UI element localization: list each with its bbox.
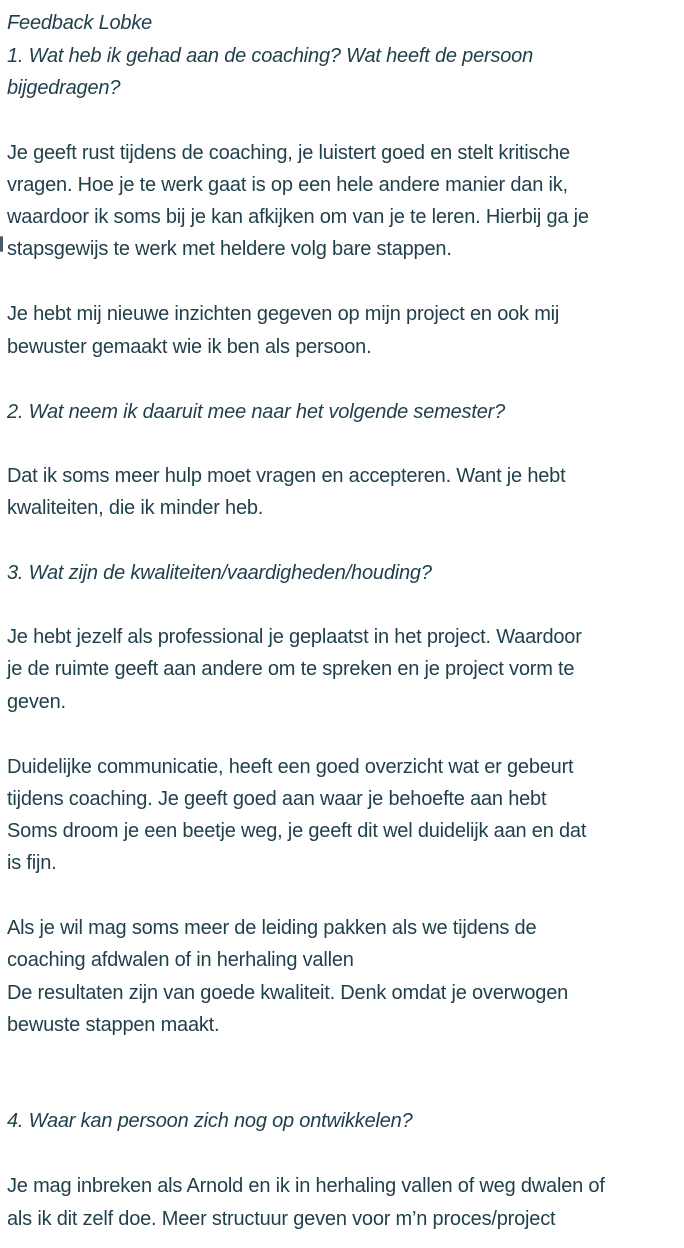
answer-3-p3-line-3: De resultaten zijn van goede kwaliteit. Denk omdat je overwogen [7, 982, 569, 1004]
answer-3-p1-line-1: Je hebt jezelf als professional je geplaatst in het project. Waardoor [7, 626, 582, 648]
answer-3-p2-line-4: is fijn. [7, 852, 57, 874]
answer-4-line-2: als ik dit zelf doe. Meer structuur geven voor m’n proces/project [7, 1208, 556, 1230]
answer-1-p2-line-2: bewuster gemaakt wie ik ben als persoon. [7, 336, 372, 358]
answer-3-p1-line-3: geven. [7, 691, 66, 713]
answer-4-line-1: Je mag inbreken als Arnold en ik in herhaling vallen of weg dwalen of [7, 1175, 605, 1197]
question-1-line-2: bijgedragen? [7, 77, 121, 99]
answer-1-p1-line-2: vragen. Hoe je te werk gaat is op een hele andere manier dan ik, [7, 174, 568, 196]
answer-3-p2-line-2: tijdens coaching. Je geeft goed aan waar je behoefte aan hebt [7, 788, 547, 810]
question-2: 2. Wat neem ik daaruit mee naar het volgende semester? [7, 401, 505, 423]
answer-1-p1-line-1: Je geeft rust tijdens de coaching, je luistert goed en stelt kritische [7, 142, 570, 164]
answer-1-p1-line-3: waardoor ik soms bij je kan afkijken om van je te leren. Hierbij ga je [7, 206, 589, 228]
answer-3-p3-line-2: coaching afdwalen of in herhaling vallen [7, 949, 354, 971]
question-3: 3. Wat zijn de kwaliteiten/vaardigheden/houding? [7, 562, 432, 584]
answer-3-p2-line-1: Duidelijke communicatie, heeft een goed overzicht wat er gebeurt [7, 756, 574, 778]
document-title: Feedback Lobke [7, 12, 153, 34]
answer-2-line-1: Dat ik soms meer hulp moet vragen en accepteren. Want je hebt [7, 465, 566, 487]
answer-3-p1-line-2: je de ruimte geeft aan andere om te spreken en je project vorm te [7, 658, 575, 680]
answer-3-p3-line-4: bewuste stappen maakt. [7, 1014, 220, 1036]
answer-2-line-2: kwaliteiten, die ik minder heb. [7, 497, 264, 519]
question-4: 4. Waar kan persoon zich nog op ontwikkelen? [7, 1110, 413, 1132]
question-1-line-1: 1. Wat heb ik gehad aan de coaching? Wat heeft de persoon [7, 45, 534, 67]
answer-1-p2-line-1: Je hebt mij nieuwe inzichten gegeven op mijn project en ook mij [7, 303, 560, 325]
edge-cursor-mark [0, 236, 3, 252]
answer-3-p2-line-3: Soms droom je een beetje weg, je geeft dit wel duidelijk aan en dat [7, 820, 587, 842]
answer-1-p1-line-4: stapsgewijs te werk met heldere volg bare stappen. [7, 238, 452, 260]
answer-3-p3-line-1: Als je wil mag soms meer de leiding pakken als we tijdens de [7, 917, 537, 939]
